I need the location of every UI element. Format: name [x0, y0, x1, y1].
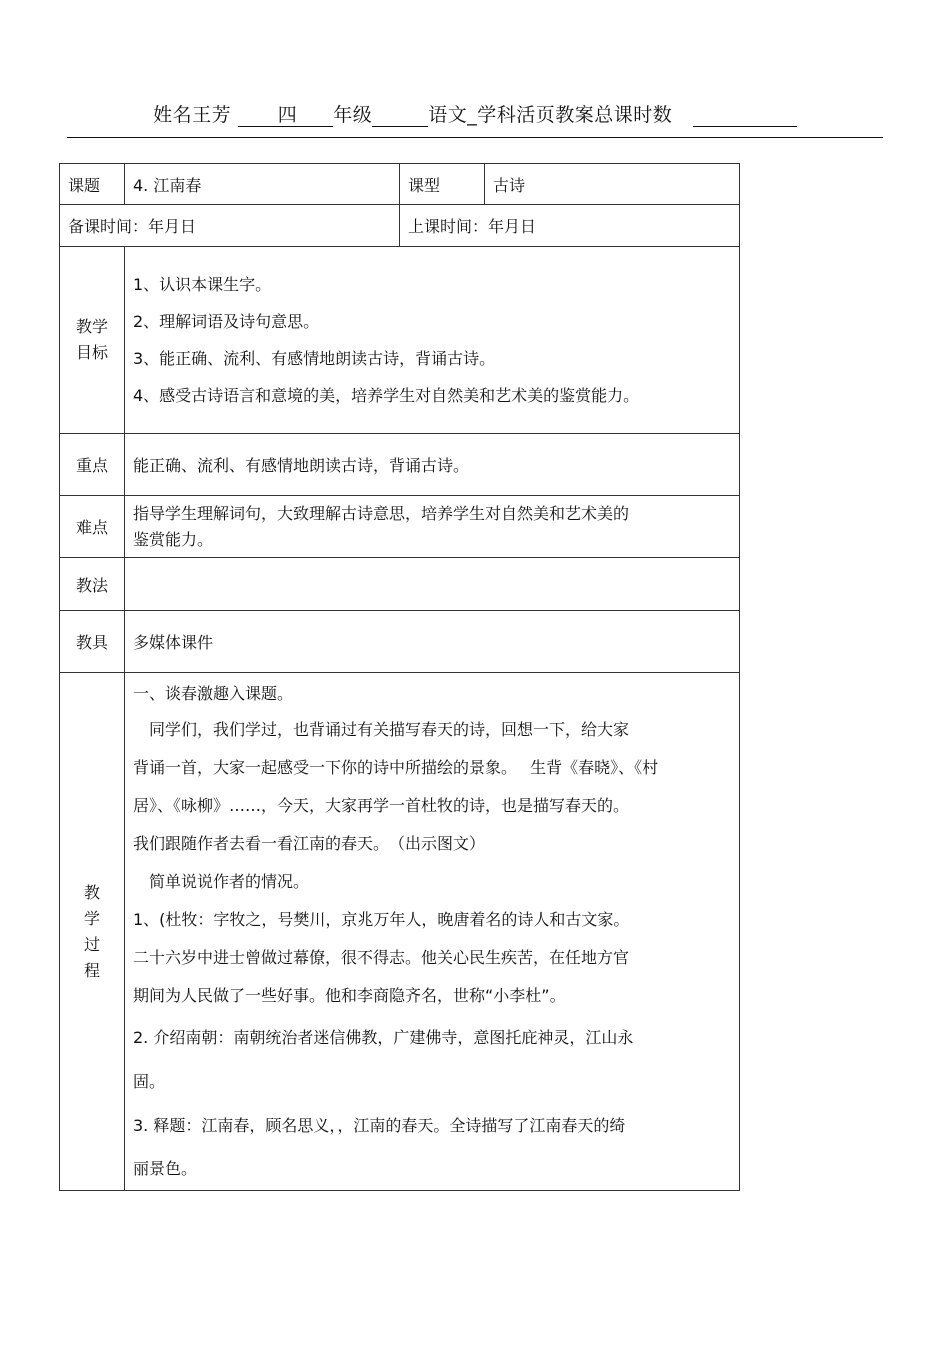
subject-value: 语文: [428, 104, 468, 126]
class-time: 上课时间：年月日: [400, 205, 740, 247]
process-line: 3. 释题：江南春，顾名思义，，江南的春天。全诗描写了江南春天的绮: [133, 1116, 626, 1135]
goal-item: 1、认识本课生字。: [133, 275, 272, 294]
goals-list: [125, 247, 740, 434]
process-line: 同学们，我们学过，也背诵过有关描写春天的诗，回想一下，给大家: [133, 720, 630, 739]
key-row: [60, 434, 740, 496]
process-label-char: 程: [83, 960, 100, 980]
process-line: 背诵一首，大家一起感受一下你的诗中所描绘的景象。 生背《春晓》、《村: [133, 758, 659, 777]
key-value: 能正确、流利、有感情地朗读古诗，背诵古诗。: [125, 434, 740, 496]
blank-line: [238, 106, 270, 127]
process-label: [60, 673, 125, 1191]
tools-row: [60, 611, 740, 673]
goals-label: [60, 247, 125, 434]
goals-row: [60, 247, 740, 434]
prep-time: 备课时间：年月日: [60, 205, 400, 247]
method-value: [125, 558, 740, 611]
process-content: [125, 673, 740, 1191]
process-line: 居》、《咏柳》……，今天，大家再学一首杜牧的诗，也是描写春天的。: [133, 796, 630, 815]
blank-line: [305, 106, 333, 127]
process-label-char: 过: [83, 934, 100, 954]
process-row: [60, 673, 740, 1191]
lesson-plan-table: [59, 163, 740, 1191]
process-label-char: 学: [83, 908, 100, 928]
type-value: 古诗: [485, 164, 740, 205]
grade-label: 年级: [333, 104, 373, 126]
blank-line: [372, 106, 428, 127]
process-line: 2. 介绍南朝：南朝统治者迷信佛教，广建佛寺，意图托庇神灵，江山永: [133, 1028, 634, 1047]
goals-label-line: 目标: [75, 343, 108, 362]
subject-label: _学科活页教案总课时数: [467, 104, 673, 126]
process-line: 我们跟随作者去看一看江南的春天。 （出示图文）: [133, 834, 486, 853]
process-line: 丽景色。: [133, 1159, 198, 1178]
difficulty-label: 难点: [60, 496, 125, 558]
topic-value: 4. 江南春: [125, 164, 400, 205]
goal-item: 3、能正确、流利、有感情地朗读古诗，背诵古诗。: [133, 349, 496, 368]
difficulty-value: [125, 496, 740, 558]
topic-label: 课题: [60, 164, 125, 205]
method-row: [60, 558, 740, 611]
difficulty-line: 指导学生理解词句，大致理解古诗意思，培养学生对自然美和艺术美的: [133, 503, 630, 523]
method-label: 教法: [60, 558, 125, 611]
total-hours-blank: [693, 106, 797, 127]
difficulty-line: 鉴赏能力。: [133, 529, 214, 549]
process-line: 1、(杜牧：字牧之，号樊川，京兆万年人，晚唐着名的诗人和古文家。: [133, 910, 630, 929]
goal-item: 4、感受古诗语言和意境的美，培养学生对自然美和艺术美的鉴赏能力。: [133, 386, 640, 405]
header-rule: [67, 137, 883, 138]
topic-row: [60, 164, 740, 205]
process-line: 简单说说作者的情况。: [133, 872, 310, 891]
type-label: 课型: [400, 164, 485, 205]
name-label: 姓名王芳: [153, 104, 232, 126]
tools-value: 多媒体课件: [125, 611, 740, 673]
process-label-char: 教: [83, 882, 100, 902]
key-label: 重点: [60, 434, 125, 496]
time-row: [60, 205, 740, 247]
difficulty-row: [60, 496, 740, 558]
goals-label-line: 教学: [75, 317, 108, 336]
process-line: 一、谈春激趣入课题。: [133, 684, 294, 703]
grade-value: 四: [270, 104, 306, 127]
page-header: [0, 100, 950, 127]
process-line: 二十六岁中进士曾做过幕僚，很不得志。他关心民生疾苦，在任地方官: [133, 948, 630, 967]
tools-label: 教具: [60, 611, 125, 673]
goal-item: 2、理解词语及诗句意思。: [133, 312, 320, 331]
process-line: 期间为人民做了一些好事。他和李商隐齐名，世称“小李杜”。: [133, 986, 566, 1005]
process-line: 固。: [133, 1072, 166, 1091]
